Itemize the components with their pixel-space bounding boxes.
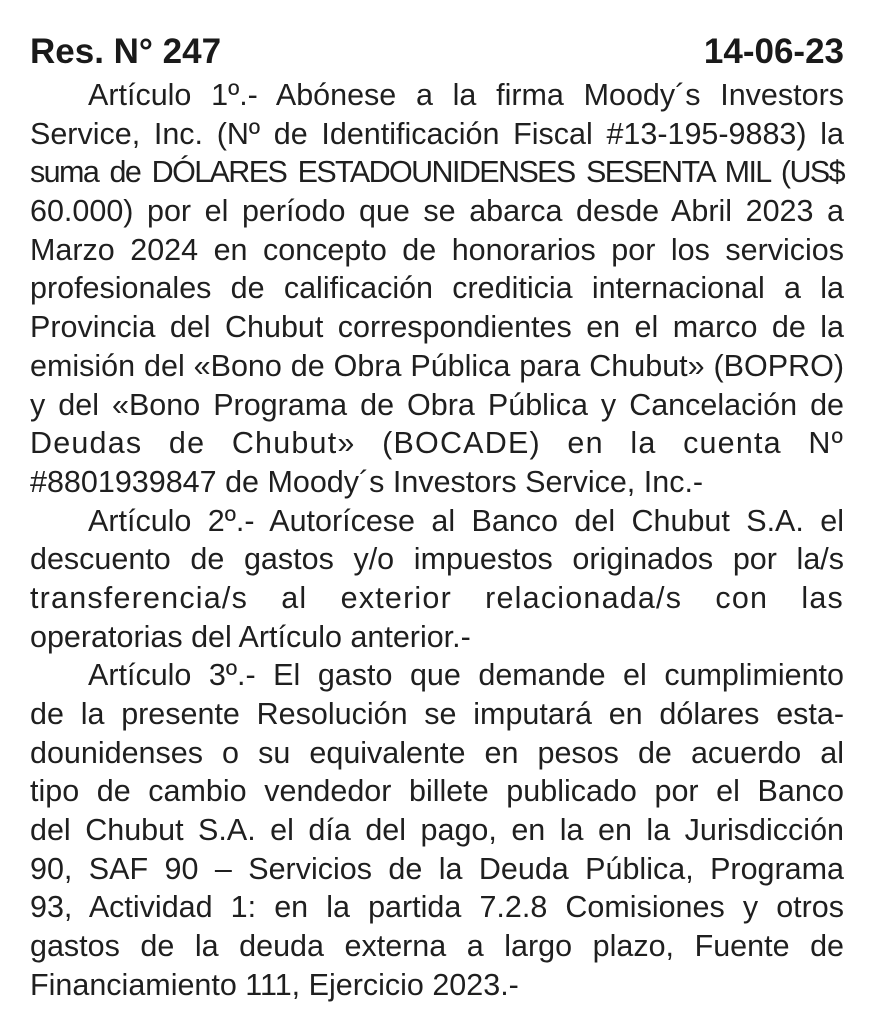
article-3-line: 93, Actividad 1: en la partida 7.2.8 Comisiones y otros bbox=[30, 890, 844, 925]
article-3-line: Artículo 3º.- El gasto que demande el cumplimiento bbox=[88, 658, 844, 693]
article-2-line: Artículo 2º.- Autorícese al Banco del Chubut S.A. el bbox=[88, 503, 844, 538]
article-1-line: Deudas de Chubut» (BOCADE) en la cuenta Nº bbox=[30, 426, 844, 461]
article-1-line: Provincia del Chubut correspondientes en el marco de la bbox=[30, 310, 844, 345]
article-2-line: operatorias del Artículo anterior.- bbox=[30, 619, 471, 654]
article-1-line: Service, Inc. (Nº de Identificación Fiscal #13-195-9883) la bbox=[30, 116, 844, 151]
article-1-line: #8801939847 de Moody´s Investors Service, Inc.- bbox=[30, 464, 704, 499]
article-1-line: 60.000) por el período que se abarca desde Abril 2023 a bbox=[30, 194, 844, 229]
article-3-line: gastos de la deuda externa a largo plazo, Fuente de bbox=[30, 929, 844, 964]
article-3-line: dounidenses o su equivalente en pesos de acuerdo al bbox=[30, 735, 844, 770]
article-2-line: descuento de gastos y/o impuestos originados por la/s bbox=[30, 542, 844, 577]
article-1-line: emisión del «Bono de Obra Pública para Chubut» (BOPRO) bbox=[30, 348, 844, 383]
article-1-line: Marzo 2024 en concepto de honorarios por los servicios bbox=[30, 232, 844, 267]
article-1-line: profesionales de calificación crediticia internacional a la bbox=[30, 271, 844, 306]
article-2-line: transferencia/s al exterior relacionada/s con las bbox=[30, 580, 844, 615]
article-3-line: tipo de cambio vendedor billete publicado por el Banco bbox=[30, 774, 844, 809]
resolution-date: 14-06-23 bbox=[703, 32, 844, 71]
article-3-line: de la presente Resolución se imputará en dólares esta- bbox=[30, 697, 844, 731]
article-1-line: suma de DÓLARES ESTADOUNIDENSES SESENTA MIL (US$ bbox=[30, 155, 844, 190]
article-1-line: y del «Bono Programa de Obra Pública y Cancelación de bbox=[30, 387, 844, 422]
article-3-line: del Chubut S.A. el día del pago, en la en la Jurisdicción bbox=[30, 813, 844, 848]
document-body bbox=[30, 76, 844, 1005]
resolution-number: Res. N° 247 bbox=[30, 32, 222, 71]
article-3-line: 90, SAF 90 – Servicios de la Deuda Pública, Programa bbox=[30, 851, 844, 886]
document-header bbox=[30, 32, 844, 72]
article-1-line: Artículo 1º.- Abónese a la firma Moody´s Investors bbox=[88, 78, 844, 112]
article-3-line: Financiamiento 111, Ejercicio 2023.- bbox=[30, 967, 519, 1002]
